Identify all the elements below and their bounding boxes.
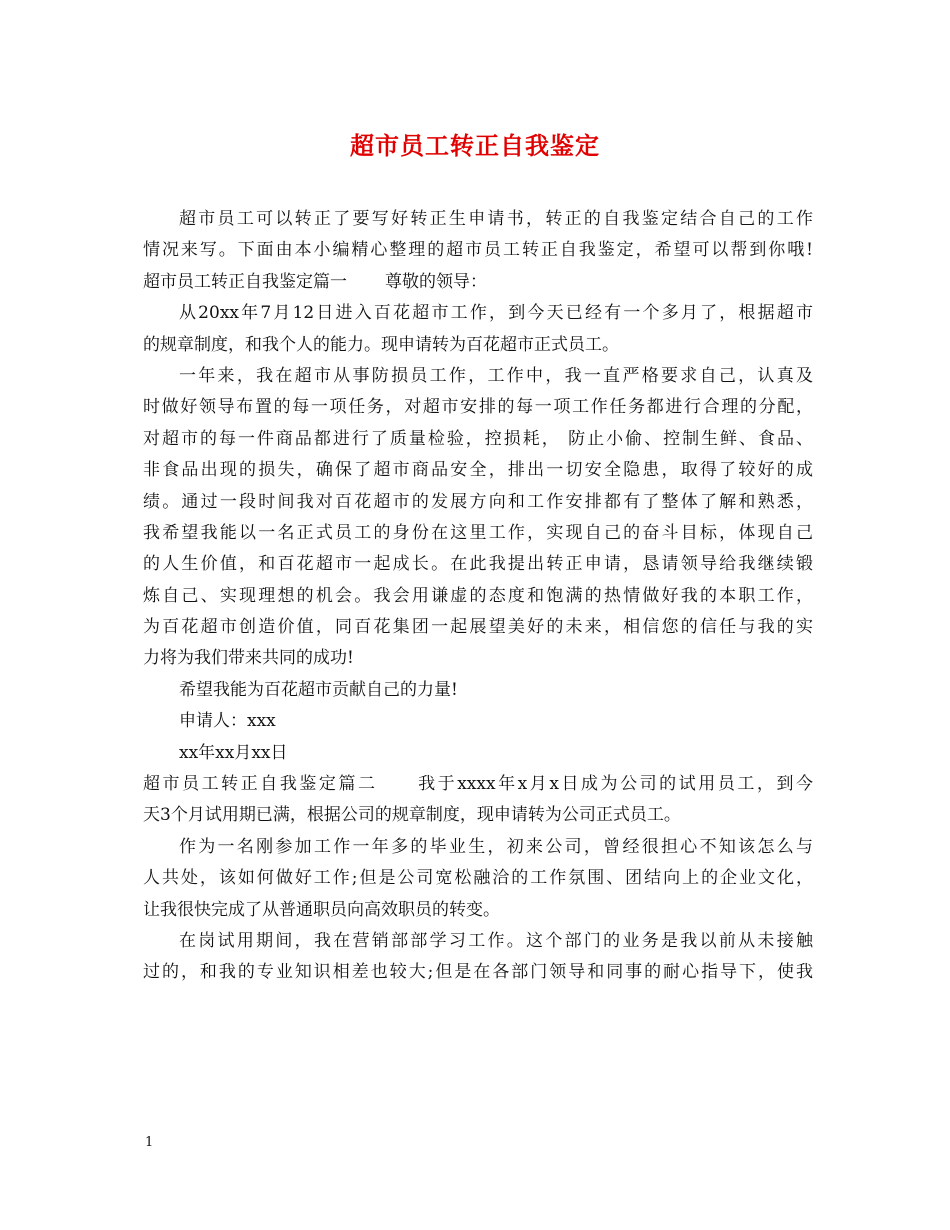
paragraph-line: 在岗试用期间，我在营销部部学习工作。这个部门的业务是我以前从未接触 xyxy=(179,930,813,951)
document-body xyxy=(143,204,813,989)
paragraph-line: 对超市的每一件商品都进行了质量检验，控损耗， 防止小偷、控制生鲜、食品、 xyxy=(143,428,813,449)
paragraph-line: 的规章制度，和我个人的能力。现申请转为百花超市正式员工。 xyxy=(143,334,619,355)
section-heading: 超市员工转正自我鉴定篇二 xyxy=(143,774,378,795)
paragraph-line: 作为一名刚参加工作一年多的毕业生，初来公司，曾经很担心不知该怎么与 xyxy=(179,836,813,857)
date-line: xx年xx月xx日 xyxy=(179,742,288,763)
paragraph-line: 希望我能为百花超市贡献自己的力量! xyxy=(179,679,458,700)
document-title: 超市员工转正自我鉴定 xyxy=(350,131,600,160)
paragraph-line xyxy=(143,267,813,298)
paragraph-text: 我于xxxx年x月x日成为公司的试用员工，到今 xyxy=(415,774,813,795)
paragraph-line: 炼自己、实现理想的机会。我会用谦虚的态度和饱满的热情做好我的本职工作， xyxy=(143,585,813,606)
paragraph-line: 天3个月试用期已满，根据公司的规章制度，现申请转为公司正式员工。 xyxy=(143,805,681,826)
section-heading: 超市员工转正自我鉴定篇一 xyxy=(143,271,347,292)
paragraph-line: 过的，和我的专业知识相差也较大;但是在各部门领导和同事的耐心指导下，使我 xyxy=(143,962,813,983)
paragraph-line: 从20xx年7月12日进入百花超市工作，到今天已经有一个多月了，根据超市 xyxy=(179,303,813,324)
paragraph-line: 我希望我能以一名正式员工的身份在这里工作，实现自己的奋斗目标，体现自己 xyxy=(143,522,813,543)
salutation: 尊敬的领导： xyxy=(385,271,487,292)
paragraph-line: 人共处，该如何做好工作;但是公司宽松融洽的工作氛围、团结向上的企业文化， xyxy=(143,868,813,889)
paragraph-line: 的人生价值，和百花超市一起成长。在此我提出转正申请，恳请领导给我继续锻 xyxy=(143,554,813,575)
paragraph-line xyxy=(143,769,813,800)
page-number: 1 xyxy=(145,1135,154,1150)
paragraph-line: 非食品出现的损失，确保了超市商品安全，排出一切安全隐患，取得了较好的成 xyxy=(143,460,813,481)
paragraph-line: 情况来写。下面由本小编精心整理的超市员工转正自我鉴定，希望可以帮到你哦! xyxy=(143,240,813,261)
paragraph-line: 为百花超市创造价值，同百花集团一起展望美好的未来，相信您的信任与我的实 xyxy=(143,617,813,638)
paragraph-line: 一年来，我在超市从事防损员工作，工作中，我一直严格要求自己，认真及 xyxy=(179,365,813,386)
paragraph-line: 绩。通过一段时间我对百花超市的发展方向和工作安排都有了整体了解和熟悉， xyxy=(143,491,813,512)
paragraph-line: 力将为我们带来共同的成功! xyxy=(143,648,354,669)
applicant-line: 申请人：xxx xyxy=(179,711,276,732)
paragraph-line: 时做好领导布置的每一项任务，对超市安排的每一项工作任务都进行合理的分配， xyxy=(143,397,813,418)
paragraph-line: 超市员工可以转正了要写好转正生申请书，转正的自我鉴定结合自己的工作 xyxy=(179,209,813,229)
paragraph-line: 让我很快完成了从普通职员向高效职员的转变。 xyxy=(143,899,500,920)
